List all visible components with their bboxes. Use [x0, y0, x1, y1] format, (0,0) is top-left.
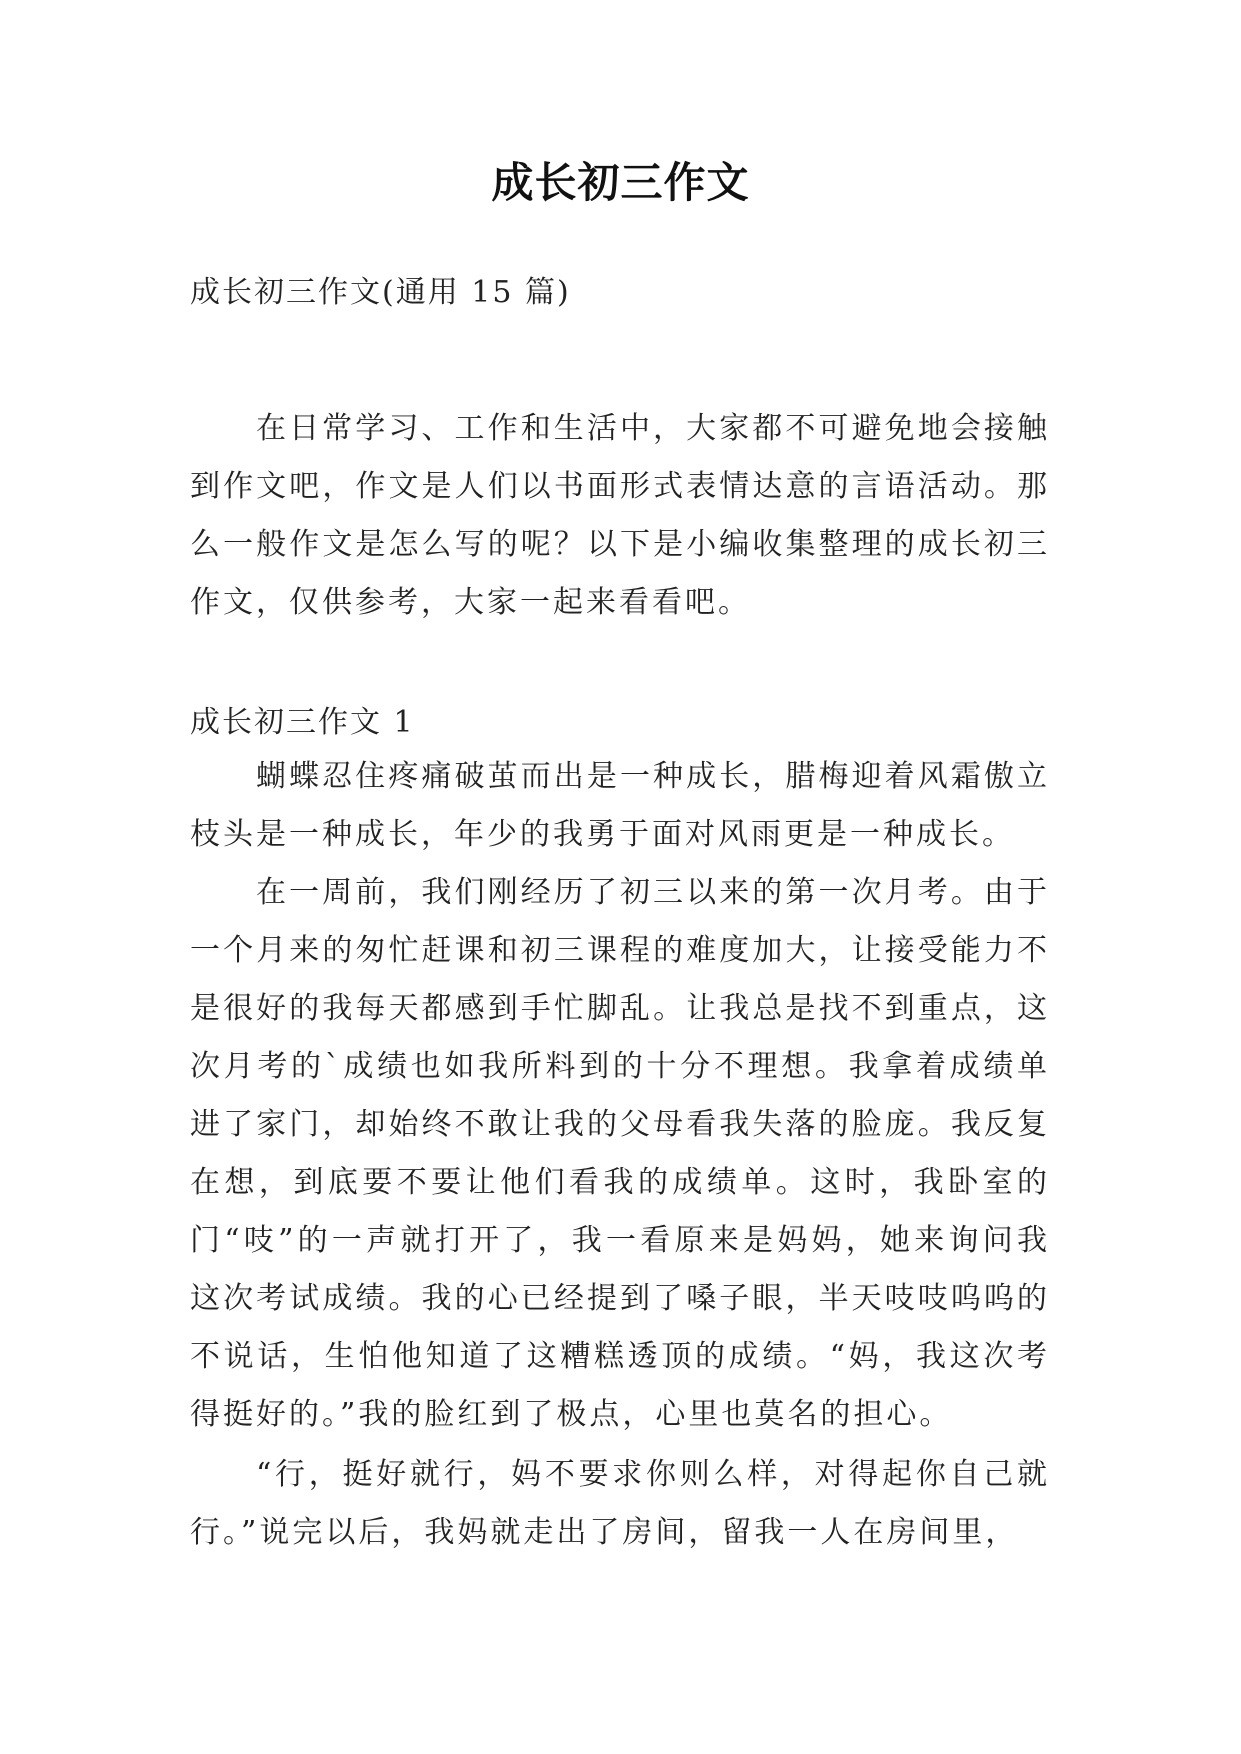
- intro-paragraph: 在日常学习、工作和生活中，大家都不可避免地会接触到作文吧，作文是人们以书面形式表情达意的言语活动。那么一般作文是怎么写的呢？以下是小编收集整理的成长初三作文，仅供参考，大家一起来看看吧。: [190, 411, 1050, 620]
- section-heading: 成长初三作文 1: [190, 705, 415, 740]
- document-title: 成长初三作文: [491, 158, 750, 207]
- body-paragraph: “行，挺好就行，妈不要求你则么样，对得起你自己就行。”说完以后，我妈就走出了房间，留我一人在房间里，: [190, 1457, 1050, 1550]
- body-paragraph: 蝴蝶忍住疼痛破茧而出是一种成长，腊梅迎着风霜傲立枝头是一种成长，年少的我勇于面对风雨更是一种成长。: [190, 759, 1050, 852]
- document-subtitle: 成长初三作文(通用 15 篇): [190, 275, 571, 310]
- body-paragraph: 在一周前，我们刚经历了初三以来的第一次月考。由于一个月来的匆忙赶课和初三课程的难度加大，让接受能力不是很好的我每天都感到手忙脚乱。让我总是找不到重点，这次月考的`成绩也如我所料到的十分不理想。我拿着成绩单进了家门，却始终不敢让我的父母看我失落的脸庞。我反复在想，到底要不要让他们看我的成绩单。这时，我卧室的门“吱”的一声就打开了，我一看原来是妈妈，她来询问我这次考试成绩。我的心已经提到了嗓子眼，半天吱吱呜呜的不说话，生怕他知道了这糟糕透顶的成绩。“妈，我这次考得挺好的。”我的脸红到了极点，心里也莫名的担心。: [190, 875, 1050, 1432]
